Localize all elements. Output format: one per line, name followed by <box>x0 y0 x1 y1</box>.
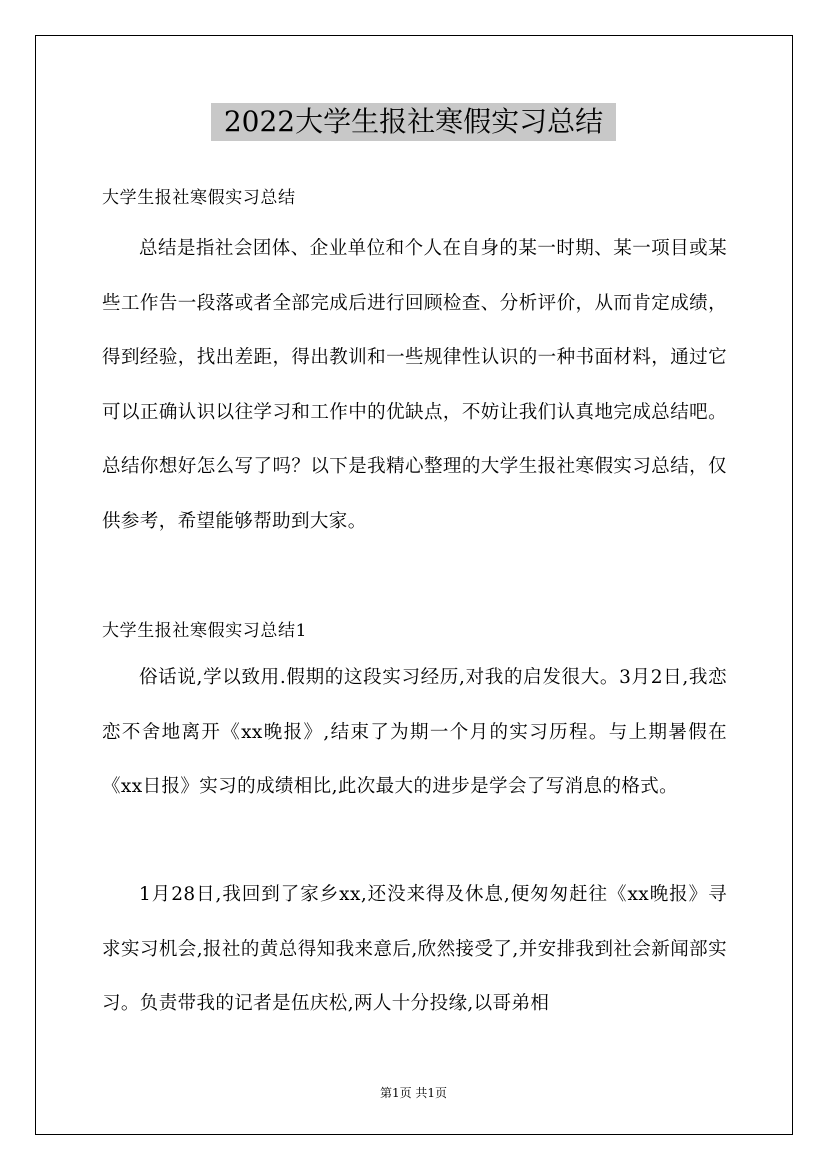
page-footer: 第1页 共1页 <box>379 1086 448 1100</box>
section-heading: 大学生报社寒假实习总结1 <box>102 621 308 641</box>
section-paragraph-1: 俗话说,学以致用.假期的这段实习经历,对我的启发很大。3月2日,我恋恋不舍地离开《xx晚报》,结束了为期一个月的实习历程。与上期暑假在《xx日报》实习的成绩相比,此次最大的进步是学会了写消息的格式。 <box>102 667 727 797</box>
section-paragraph-2: 1月28日,我回到了家乡xx,还没来得及休息,便匆匆赶往《xx晚报》寻求实习机会,报社的黄总得知我来意后,欣然接受了,并安排我到社会新闻部实习。负责带我的记者是伍庆松,两人十分投缘,以哥弟相 <box>102 884 727 1014</box>
document-subtitle: 大学生报社寒假实习总结 <box>102 188 296 208</box>
document-title: 2022大学生报社寒假实习总结 <box>211 103 616 141</box>
intro-paragraph: 总结是指社会团体、企业单位和个人在自身的某一时期、某一项目或某些工作告一段落或者全部完成后进行回顾检查、分析评价，从而肯定成绩，得到经验，找出差距，得出教训和一些规律性认识的一种书面材料，通过它可以正确认识以往学习和工作中的优缺点，不妨让我们认真地完成总结吧。总结你想好怎么写了吗？以下是我精心整理的大学生报社寒假实习总结，仅供参考，希望能够帮助到大家。 <box>102 238 727 532</box>
